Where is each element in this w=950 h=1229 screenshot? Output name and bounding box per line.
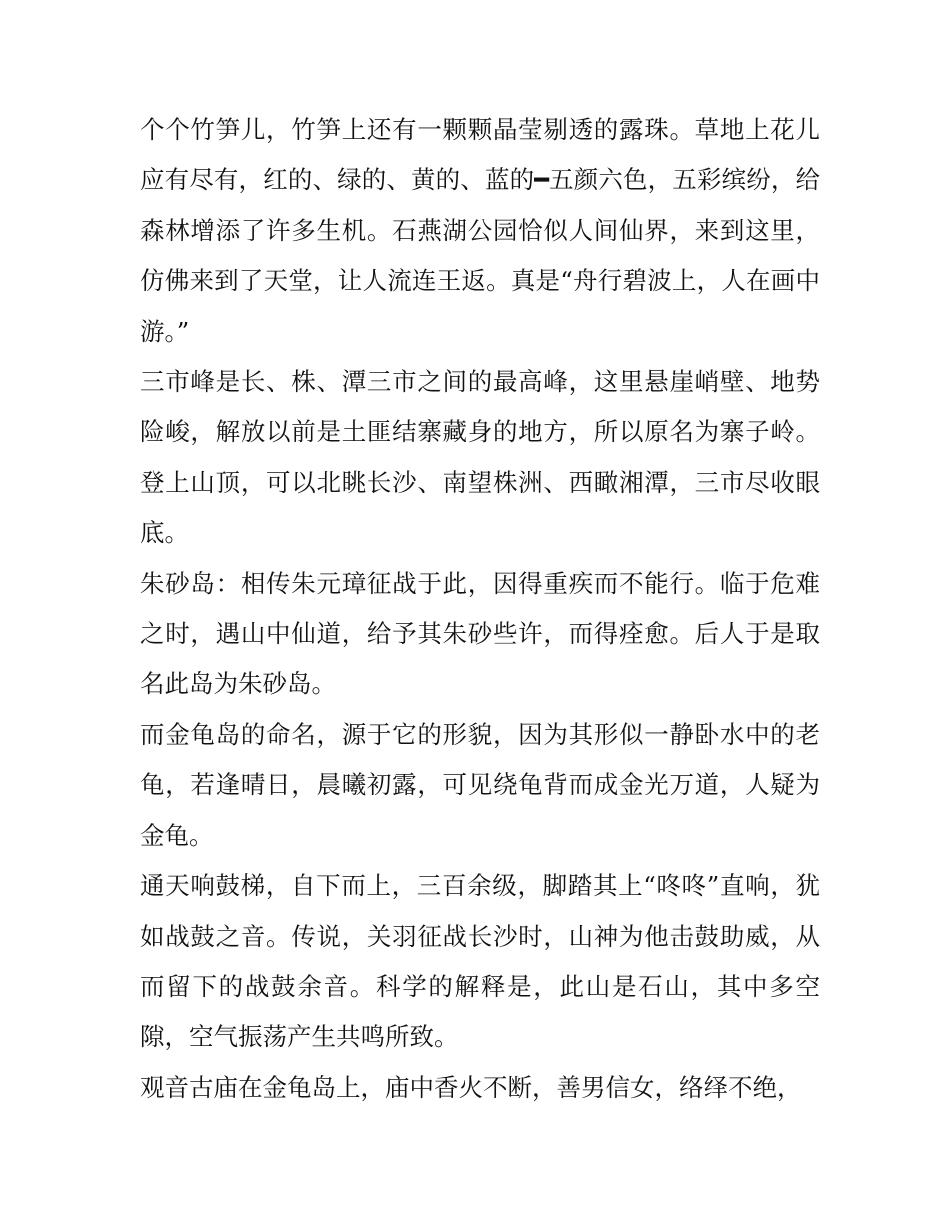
document-body xyxy=(140,105,820,1113)
paragraph-forest-scene: 个个竹笋儿，竹笋上还有一颗颗晶莹剔透的露珠。草地上花儿应有尽有，红的、绿的、黄的、蓝的━五颜六色，五彩缤纷，给森林增添了许多生机。石燕湖公园恰似人间仙界，来到这里，仿佛来到了天堂，让人流连王返。真是“舟行碧波上，人在画中游。” xyxy=(140,115,820,346)
paragraph-drum-stairs: 通天响鼓梯，自下而上，三百余级，脚踏其上“咚咚”直响，犹如战鼓之音。传说，关羽征战长沙时，山神为他击鼓助威，从而留下的战鼓余音。科学的解释是，此山是石山，其中多空隙，空气振荡产生共鸣所致。 xyxy=(140,871,820,1052)
paragraph-guanyin-temple: 观音古庙在金龟岛上，庙中香火不断，善男信女，络绎不绝， xyxy=(140,1072,802,1102)
paragraph-zhusha-island: 朱砂岛：相传朱元璋征战于此，因得重疾而不能行。临于危难之时，遇山中仙道，给予其朱砂些许，而得痊愈。后人于是取名此岛为朱砂岛。 xyxy=(140,568,820,699)
paragraph-jingui-island: 而金龟岛的命名，源于它的形貌，因为其形似一静卧水中的老龟，若逢晴日，晨曦初露，可见绕龟背而成金光万道，人疑为金龟。 xyxy=(140,719,820,850)
paragraph-sanshi-peak: 三市峰是长、株、潭三市之间的最高峰，这里悬崖峭壁、地势险峻，解放以前是土匪结寨藏身的地方，所以原名为寨子岭。登上山顶，可以北眺长沙、南望株洲、西瞰湘潭，三市尽收眼底。 xyxy=(140,367,820,548)
